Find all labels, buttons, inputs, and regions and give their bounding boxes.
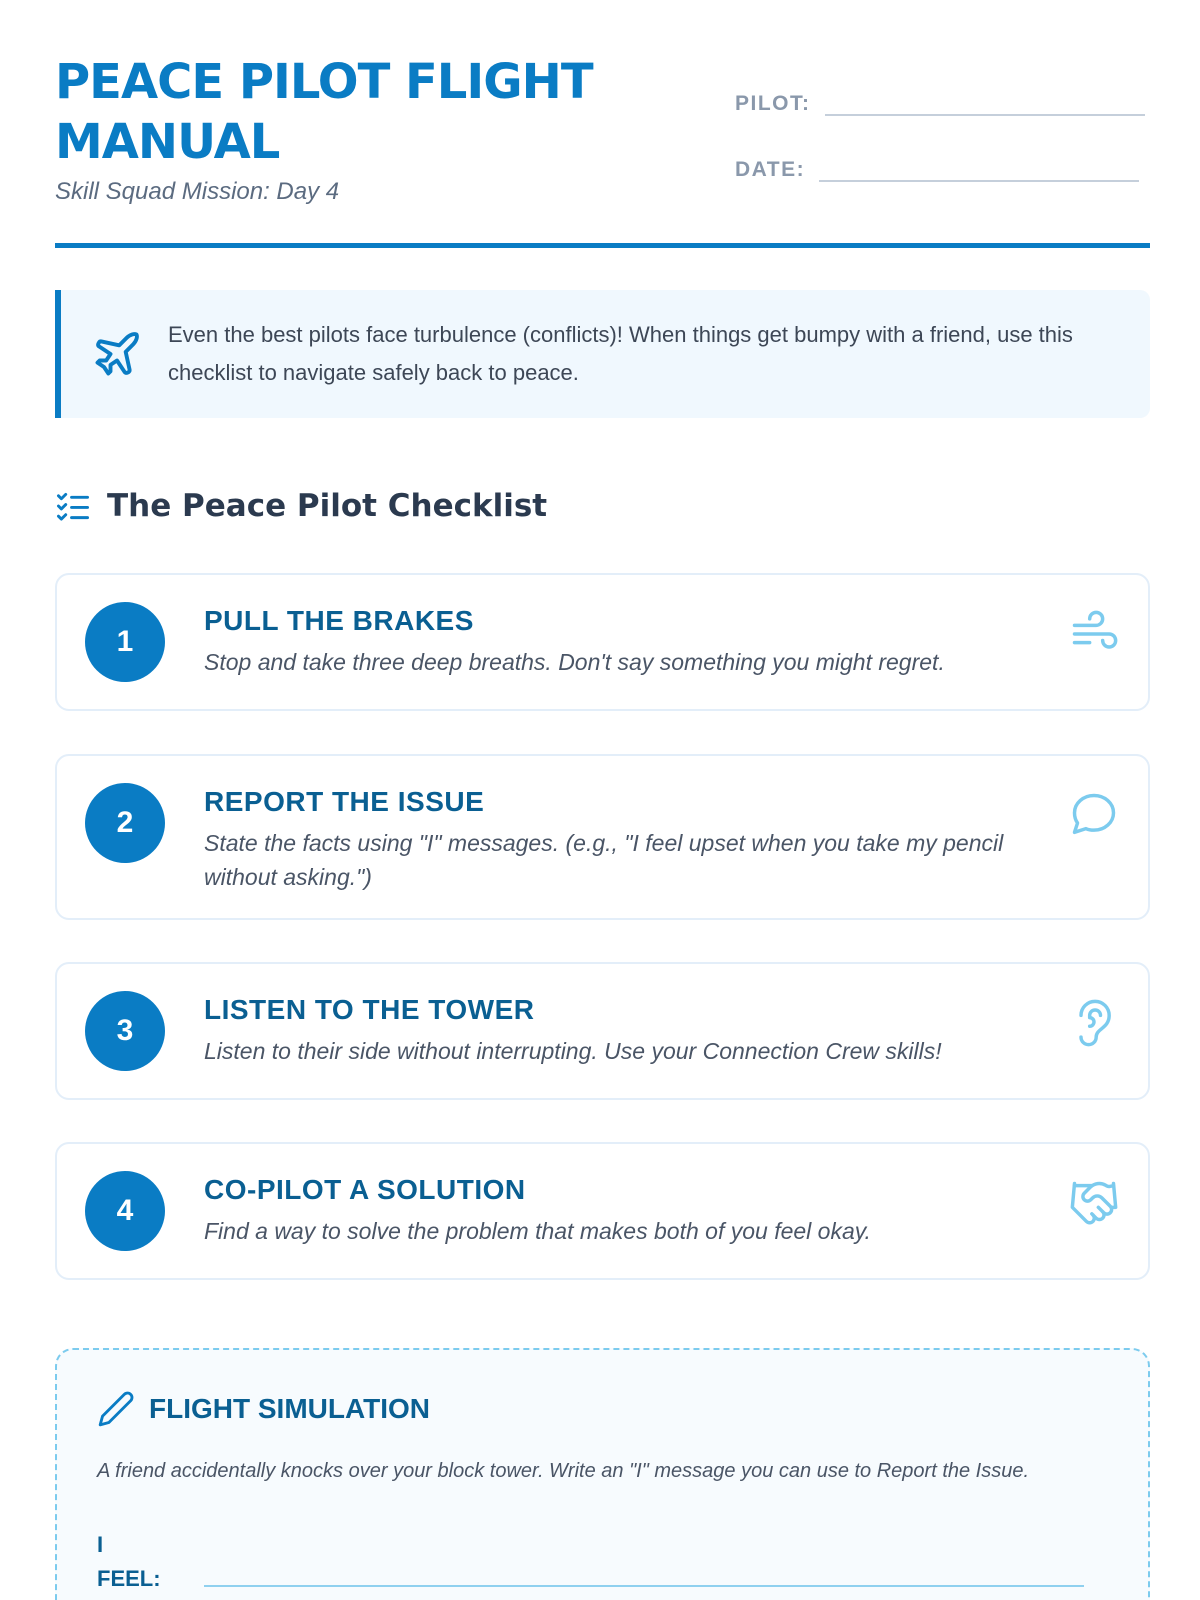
page-subtitle: Skill Squad Mission: Day 4: [55, 178, 340, 205]
step-number: 3: [85, 991, 165, 1071]
pilot-label: PILOT:: [735, 92, 811, 115]
date-input-line[interactable]: [819, 152, 1139, 182]
feel-input-line[interactable]: [204, 1585, 1084, 1587]
ear-icon: [1068, 997, 1120, 1049]
step-title: REPORT THE ISSUE: [204, 786, 485, 817]
step-number: 4: [85, 1171, 165, 1251]
checklist-icon: [55, 490, 91, 522]
page-header: [55, 52, 1150, 248]
step-description: Stop and take three deep breaths. Don't say something you might regret.: [204, 649, 945, 675]
airplane-icon: [91, 328, 143, 380]
intro-callout: [55, 290, 1150, 418]
checklist-heading: [55, 488, 547, 524]
step-description: Find a way to solve the problem that makes both of you feel okay.: [204, 1218, 871, 1244]
step-title: CO-PILOT A SOLUTION: [204, 1174, 526, 1205]
step-title: LISTEN TO THE TOWER: [204, 994, 535, 1025]
step-number: 2: [85, 783, 165, 863]
step-number: 1: [85, 602, 165, 682]
simulation-heading: [97, 1390, 430, 1428]
pilot-input-line[interactable]: [825, 86, 1145, 116]
date-label: DATE:: [735, 158, 806, 181]
intro-text: Even the best pilots face turbulence (conflicts)! When things get bumpy with a friend, use this checklist to navigate safely back to peace.: [168, 322, 1073, 385]
step-title: PULL THE BRAKES: [204, 605, 474, 636]
checklist-title: The Peace Pilot Checklist: [107, 488, 548, 524]
step-card-1: [55, 573, 1150, 711]
simulation-prompt: A friend accidentally knocks over your block tower. Write an "I" message you can use to Report the Issue.: [97, 1460, 1030, 1482]
step-description: State the facts using "I" messages. (e.g., "I feel upset when you take my pencil without asking."): [204, 830, 1004, 890]
step-description: Listen to their side without interrupting. Use your Connection Crew skills!: [204, 1038, 942, 1064]
pilot-field: [735, 86, 1145, 116]
date-field: [735, 152, 1139, 182]
feel-label-line1: I: [97, 1532, 104, 1557]
wind-icon: [1068, 608, 1120, 660]
feel-label-line2: FEEL:: [97, 1566, 161, 1591]
simulation-title: FLIGHT SIMULATION: [149, 1393, 430, 1424]
speech-bubble-icon: [1068, 789, 1120, 841]
flight-simulation-box: [55, 1348, 1150, 1600]
feel-label: [97, 1528, 161, 1596]
step-card-4: [55, 1142, 1150, 1280]
page-title: PEACE PILOT FLIGHT MANUAL: [55, 54, 593, 170]
step-card-3: [55, 962, 1150, 1100]
step-card-2: [55, 754, 1150, 920]
handshake-icon: [1068, 1177, 1120, 1229]
pencil-icon: [97, 1390, 135, 1428]
